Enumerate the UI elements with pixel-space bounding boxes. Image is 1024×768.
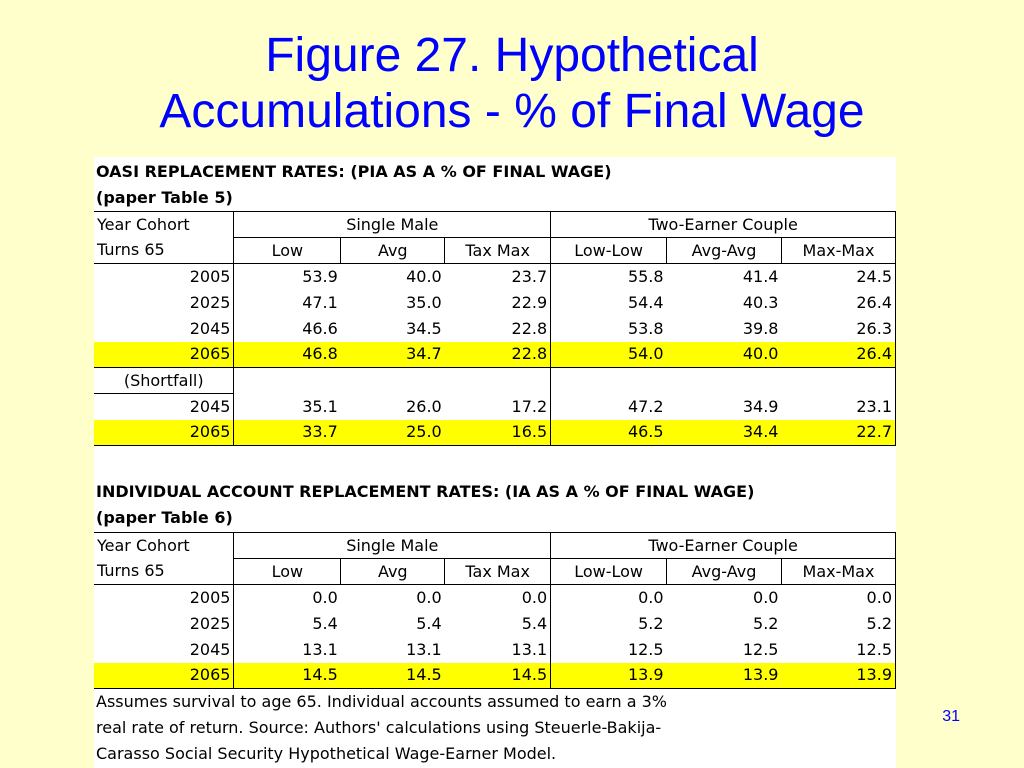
value-cell: 0.0 (753, 587, 779, 607)
year-cell: 2025 (94, 611, 234, 637)
table-row (94, 611, 896, 637)
value-cell: 39.8 (742, 318, 779, 338)
value-cell: 53.8 (627, 318, 664, 338)
value-cell: 23.7 (445, 264, 551, 290)
column-header: Max-Max (781, 559, 895, 585)
column-header: Avg-Avg (667, 559, 782, 585)
year-cell: 2065 (94, 663, 234, 689)
highlighted-table-row (94, 420, 896, 446)
title-line-2: Accumulations - % of Final Wage (159, 85, 865, 138)
value-cell: 34.7 (341, 342, 445, 368)
value-cell: 5.2 (638, 613, 664, 633)
year-cell: 2045 (94, 394, 234, 420)
year-cell: 2005 (94, 264, 234, 290)
value-cell: 13.9 (781, 663, 895, 689)
value-cell: 34.9 (742, 396, 779, 416)
value-cell: 12.5 (781, 637, 895, 663)
footnote-line: real rate of return. Source: Authors' calculations using Steuerle-Bakija- (96, 718, 662, 737)
value-cell: 35.0 (406, 292, 442, 312)
value-cell: 13.9 (551, 663, 667, 689)
value-cell: 46.5 (551, 420, 667, 446)
value-cell: 0.0 (781, 585, 895, 611)
title-line-1: Figure 27. Hypothetical (265, 29, 759, 82)
value-cell: 35.1 (302, 396, 338, 416)
value-cell: 54.4 (627, 292, 664, 312)
page-number: 31 (942, 708, 960, 725)
table-row (94, 264, 896, 290)
value-cell: 26.4 (781, 290, 895, 316)
oasi-heading: OASI REPLACEMENT RATES: (PIA AS A % OF FINAL WAGE) (96, 162, 612, 181)
oasi-replacement-table (94, 211, 896, 446)
table-row (94, 394, 896, 420)
highlighted-table-row (94, 663, 896, 689)
year-cell: 2065 (94, 342, 234, 368)
value-cell: 0.0 (445, 585, 551, 611)
value-cell: 0.0 (312, 587, 338, 607)
year-cell: 2045 (94, 637, 234, 663)
value-cell: 22.9 (445, 290, 551, 316)
value-cell: 53.9 (302, 266, 338, 286)
value-cell: 26.0 (406, 396, 442, 416)
ia-replacement-table (94, 532, 896, 689)
ia-heading: INDIVIDUAL ACCOUNT REPLACEMENT RATES: (IA AS A % OF FINAL WAGE) (96, 482, 755, 501)
value-cell: 47.1 (302, 292, 338, 312)
value-cell: 0.0 (416, 587, 442, 607)
column-header: Low (234, 238, 341, 264)
highlighted-table-row (94, 342, 896, 368)
column-header: Low-Low (551, 238, 667, 264)
year-cell: 2065 (94, 420, 234, 446)
year-cell: 2005 (94, 585, 234, 611)
value-cell: 40.3 (742, 292, 779, 312)
value-cell: 14.5 (341, 663, 445, 689)
shortfall-label: (Shortfall) (94, 368, 234, 394)
value-cell: 22.7 (781, 420, 895, 446)
column-header: Avg (341, 238, 445, 264)
spreadsheet-image (94, 157, 896, 768)
value-cell: 14.5 (234, 663, 341, 689)
value-cell: 0.0 (638, 587, 664, 607)
value-cell: 26.3 (781, 316, 895, 342)
value-cell: 22.8 (445, 342, 551, 368)
value-cell: 22.8 (445, 316, 551, 342)
ia-subheading: (paper Table 6) (96, 508, 233, 527)
value-cell: 40.0 (667, 342, 782, 368)
value-cell: 40.0 (406, 266, 442, 286)
value-cell: 5.4 (445, 611, 551, 637)
value-cell: 13.1 (406, 639, 442, 659)
value-cell: 25.0 (341, 420, 445, 446)
column-header: Avg-Avg (667, 238, 782, 264)
value-cell: 14.5 (445, 663, 551, 689)
table-row (94, 637, 896, 663)
year-header: Year Cohort (94, 212, 234, 238)
value-cell: 23.1 (781, 394, 895, 420)
value-cell: 13.1 (445, 637, 551, 663)
value-cell: 5.2 (781, 611, 895, 637)
footnote-line: Assumes survival to age 65. Individual accounts assumed to earn a 3% (96, 692, 668, 711)
value-cell: 47.2 (627, 396, 664, 416)
value-cell: 34.4 (667, 420, 782, 446)
value-cell: 5.4 (312, 613, 338, 633)
table-row (94, 316, 896, 342)
value-cell: 24.5 (781, 264, 895, 290)
table-row (94, 585, 896, 611)
column-header: Tax Max (445, 238, 551, 264)
column-header: Low (234, 559, 341, 585)
year-header: Year Cohort (94, 533, 234, 559)
footnote (96, 689, 816, 767)
value-cell: 34.5 (406, 318, 442, 338)
value-cell: 12.5 (627, 639, 664, 659)
value-cell: 16.5 (445, 420, 551, 446)
value-cell: 26.4 (781, 342, 895, 368)
column-header: Tax Max (445, 559, 551, 585)
value-cell: 55.8 (627, 266, 664, 286)
slide-title (0, 28, 1024, 140)
table-row (94, 290, 896, 316)
value-cell: 17.2 (445, 394, 551, 420)
group-header-single-male: Single Male (234, 533, 551, 559)
group-header-single-male: Single Male (234, 212, 551, 238)
year-subheader: Turns 65 (94, 559, 234, 585)
value-cell: 12.5 (742, 639, 779, 659)
value-cell: 13.9 (667, 663, 782, 689)
oasi-subheading: (paper Table 5) (96, 188, 233, 207)
group-header-two-earner: Two-Earner Couple (551, 212, 896, 238)
year-cell: 2025 (94, 290, 234, 316)
value-cell: 46.6 (302, 318, 338, 338)
column-header: Low-Low (551, 559, 667, 585)
group-header-two-earner: Two-Earner Couple (551, 533, 896, 559)
value-cell: 5.4 (416, 613, 442, 633)
column-header: Avg (341, 559, 445, 585)
column-header: Max-Max (781, 238, 895, 264)
value-cell: 41.4 (742, 266, 779, 286)
value-cell: 13.1 (302, 639, 338, 659)
year-subheader: Turns 65 (94, 238, 234, 264)
value-cell: 33.7 (234, 420, 341, 446)
value-cell: 54.0 (551, 342, 667, 368)
year-cell: 2045 (94, 316, 234, 342)
value-cell: 5.2 (753, 613, 779, 633)
value-cell: 46.8 (234, 342, 341, 368)
footnote-line: Carasso Social Security Hypothetical Wage-Earner Model. (96, 744, 557, 763)
